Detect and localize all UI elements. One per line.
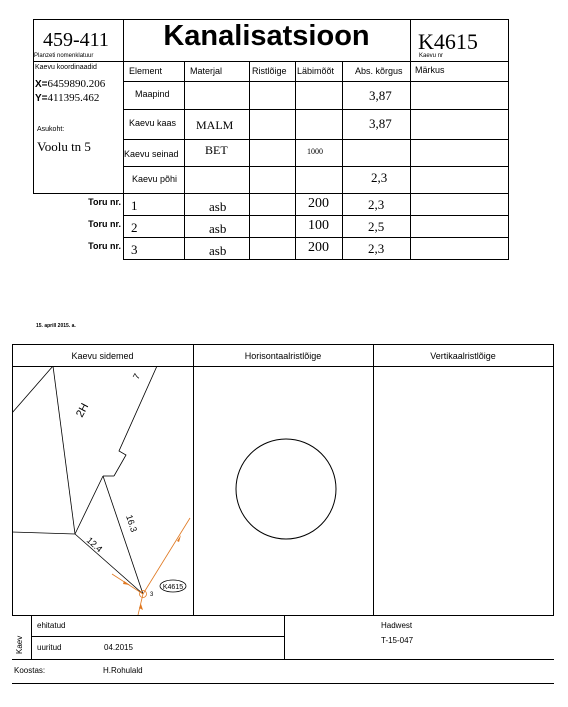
property-line	[53, 366, 75, 534]
pipe-number: 2	[131, 220, 138, 235]
well-id-label: Kaevu nr	[419, 53, 444, 59]
pipe-material: asb	[209, 243, 227, 258]
pipe-height: 2,3	[368, 241, 385, 256]
corner-label: 7	[130, 371, 143, 381]
location-value: Voolu tn 5	[37, 139, 91, 154]
col-title-vertical: Vertikaalristlõige	[430, 351, 496, 361]
property-line	[75, 476, 103, 534]
pipe-label: Toru nr.	[88, 219, 121, 229]
pipe-label: Toru nr.	[88, 241, 121, 251]
pipe-height: 2,5	[368, 219, 385, 234]
surveyed-label: uuritud	[37, 643, 62, 652]
surveyed-date: 04.2015	[104, 643, 133, 652]
date-note: 15. aprill 2015. a.	[36, 323, 76, 329]
site-sketch	[12, 366, 193, 615]
coords-label: Kaevu koordinaadid	[35, 64, 97, 71]
company-name: Hadwest	[381, 621, 413, 630]
row-element: Maapind	[135, 89, 170, 99]
pipe-number: 3	[131, 242, 138, 257]
pipe-diameter: 200	[308, 196, 329, 211]
built-label: ehitatud	[37, 621, 66, 630]
building-label: 2H	[74, 401, 92, 420]
row-diameter: 1000	[307, 147, 323, 156]
project-code: T-15-047	[381, 636, 414, 645]
sheet-label: Planzeti nomenklatuur	[34, 53, 94, 59]
building-wall	[114, 366, 157, 476]
pipe-material: asb	[209, 221, 227, 236]
row-height: 3,87	[369, 88, 392, 103]
x-coordinate: X=6459890.206	[35, 78, 106, 90]
dimension-label: 16.3	[124, 513, 140, 534]
well-tag: K4615	[162, 584, 184, 591]
row-material: MALM	[196, 118, 234, 132]
author-label: Koostas:	[14, 666, 46, 675]
col-header-note: Märkus	[415, 65, 445, 75]
col-header-material: Materjal	[190, 66, 223, 76]
y-coordinate: Y=411395.462	[35, 92, 100, 104]
col-title-horizontal: Horisontaalristlõige	[244, 351, 322, 361]
col-title-links: Kaevu sidemed	[71, 351, 134, 361]
pipe-mark: 3	[150, 592, 154, 598]
col-header-height: Abs. kõrgus	[355, 66, 403, 76]
manhole-circle	[236, 439, 336, 539]
pipe-lines	[112, 518, 190, 615]
col-header-element: Element	[129, 66, 163, 76]
side-label: Kaev	[15, 635, 24, 654]
row-height: 3,87	[369, 116, 392, 131]
col-header-diameter: Läbimõõt	[297, 66, 335, 76]
pipe-material: asb	[209, 199, 227, 214]
well-id: K4615	[418, 29, 478, 54]
dimension-label: 12.4	[84, 535, 105, 555]
row-element: Kaevu seinad	[124, 149, 179, 159]
row-element: Kaevu kaas	[129, 118, 177, 128]
row-height: 2,3	[371, 170, 388, 185]
pipe-height: 2,3	[368, 197, 385, 212]
building-edge	[12, 366, 53, 413]
col-header-cross: Ristlõige	[252, 66, 287, 76]
pipe-label: Toru nr.	[88, 197, 121, 207]
page-title: Kanalisatsioon	[163, 20, 370, 52]
pipe-diameter: 100	[308, 218, 329, 233]
property-line	[12, 532, 75, 534]
pipe-number: 1	[131, 198, 138, 213]
sheet-number: 459-411	[43, 29, 109, 51]
horizontal-section	[234, 437, 338, 541]
pipe-diameter: 200	[308, 240, 329, 255]
row-material: BET	[205, 143, 228, 157]
author-name: H.Rohulald	[103, 666, 143, 675]
location-label: Asukoht:	[37, 126, 65, 133]
row-element: Kaevu põhi	[132, 174, 178, 184]
